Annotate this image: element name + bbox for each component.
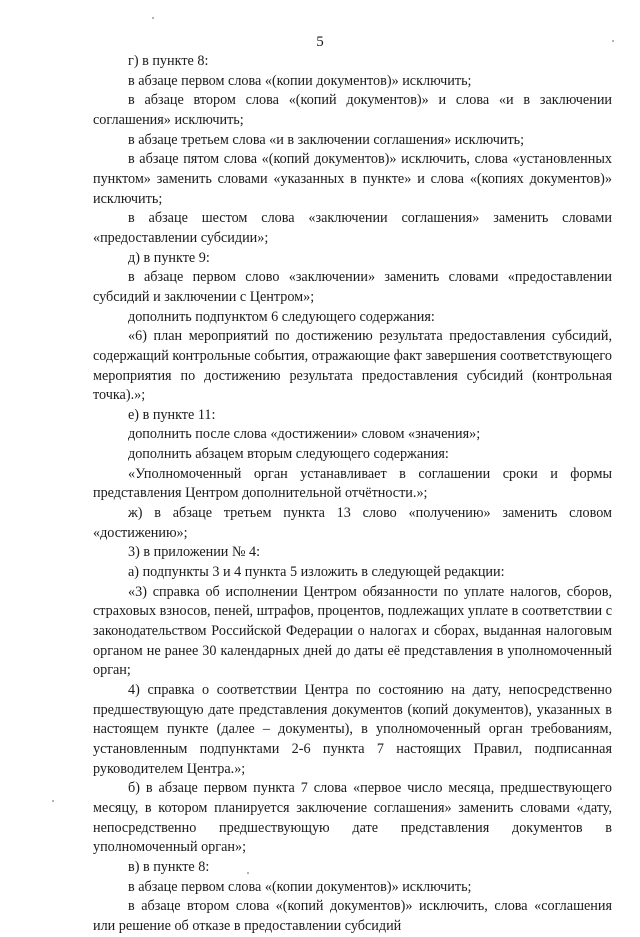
paragraph-11: е) в пункте 11: <box>128 406 216 423</box>
scan-speck <box>152 17 154 19</box>
paragraph-18: «3) справка об исполнении Центром обязанности по уплате налогов, сборов, страховых взносов, пеней, штрафов, процентов, подлежащих уплате в соответствии с законодательством Российской Федерации о налогах и сборах, выданная налоговым органом не ранее 30 календарных дней до даты её представления в уполномоченный орган; <box>93 583 612 679</box>
paragraph-12: дополнить после слова «достижении» словом «значения»; <box>128 426 481 443</box>
paragraph-13: дополнить абзацем вторым следующего содержания: <box>128 446 449 463</box>
paragraph-19: 4) справка о соответствии Центра по состоянию на дату, непосредственно предшествующую дате представления документов (копий документов), указанных в настоящем пункте (далее – документы), в уполномоченный орган требованиям, установленным подпунктами 2-6 пункта 7 настоящих Правил, подписанная руководителем Центра.»; <box>93 682 612 777</box>
paragraph-14: «Уполномоченный орган устанавливает в соглашении сроки и формы представления Центром дополнительной отчётности.»; <box>93 465 612 502</box>
scan-speck <box>247 872 249 874</box>
paragraph-21: в) в пункте 8: <box>128 858 210 875</box>
paragraph-6: в абзаце шестом слова «заключении соглашения» заменить словами «предоставлении субсидии»; <box>93 210 612 246</box>
paragraph-20: б) в абзаце первом пункта 7 слова «первое число месяца, предшествующего месяцу, в котором планируется заключение соглашения» заменить словами «дату, непосредственно предшествующую дате представления документов в уполномоченный орган»; <box>93 780 612 856</box>
paragraph-9: дополнить подпунктом 6 следующего содержания: <box>128 308 435 325</box>
paragraph-16: 3) в приложении № 4: <box>128 544 261 561</box>
paragraph-8: в абзаце первом слово «заключении» заменить словами «предоставлении субсидий и заключении с Центром»; <box>93 269 612 305</box>
paragraph-10: «6) план мероприятий по достижению результата предоставления субсидий, содержащий контрольные события, отражающие факт завершения соответствующего мероприятия по достижению результата предоставления субсидий (контрольная точка).»; <box>93 328 612 404</box>
paragraph-1: г) в пункте 8: <box>128 53 209 69</box>
paragraph-23: в абзаце втором слова «(копий документов)» исключить, слова «соглашения или решение об отказе в предоставлении субсидий <box>93 898 612 934</box>
paragraph-2: в абзаце первом слова «(копии документов)» исключить; <box>128 72 472 89</box>
paragraph-15: ж) в абзаце третьем пункта 13 слово «получению» заменить словом «достижению»; <box>93 505 612 541</box>
scan-speck <box>580 798 582 800</box>
paragraph-5: в абзаце пятом слова «(копий документов)» исключить, слова «установленных пунктом» заменить словами «указанных в пункте» и слова «(копиях документов)» исключить; <box>93 151 612 207</box>
paragraph-4: в абзаце третьем слова «и в заключении соглашения» исключить; <box>128 131 525 148</box>
document-body <box>93 52 612 937</box>
scan-speck <box>52 800 54 802</box>
page-number: 5 <box>316 34 324 50</box>
paragraph-22: в абзаце первом слова «(копии документов)» исключить; <box>128 878 472 895</box>
scan-speck <box>612 40 614 42</box>
paragraph-7: д) в пункте 9: <box>128 249 210 266</box>
paragraph-17: а) подпункты 3 и 4 пункта 5 изложить в следующей редакции: <box>128 564 505 581</box>
paragraph-3: в абзаце втором слова «(копий документов)» и слова «и в заключении соглашения» исключить; <box>93 92 612 128</box>
